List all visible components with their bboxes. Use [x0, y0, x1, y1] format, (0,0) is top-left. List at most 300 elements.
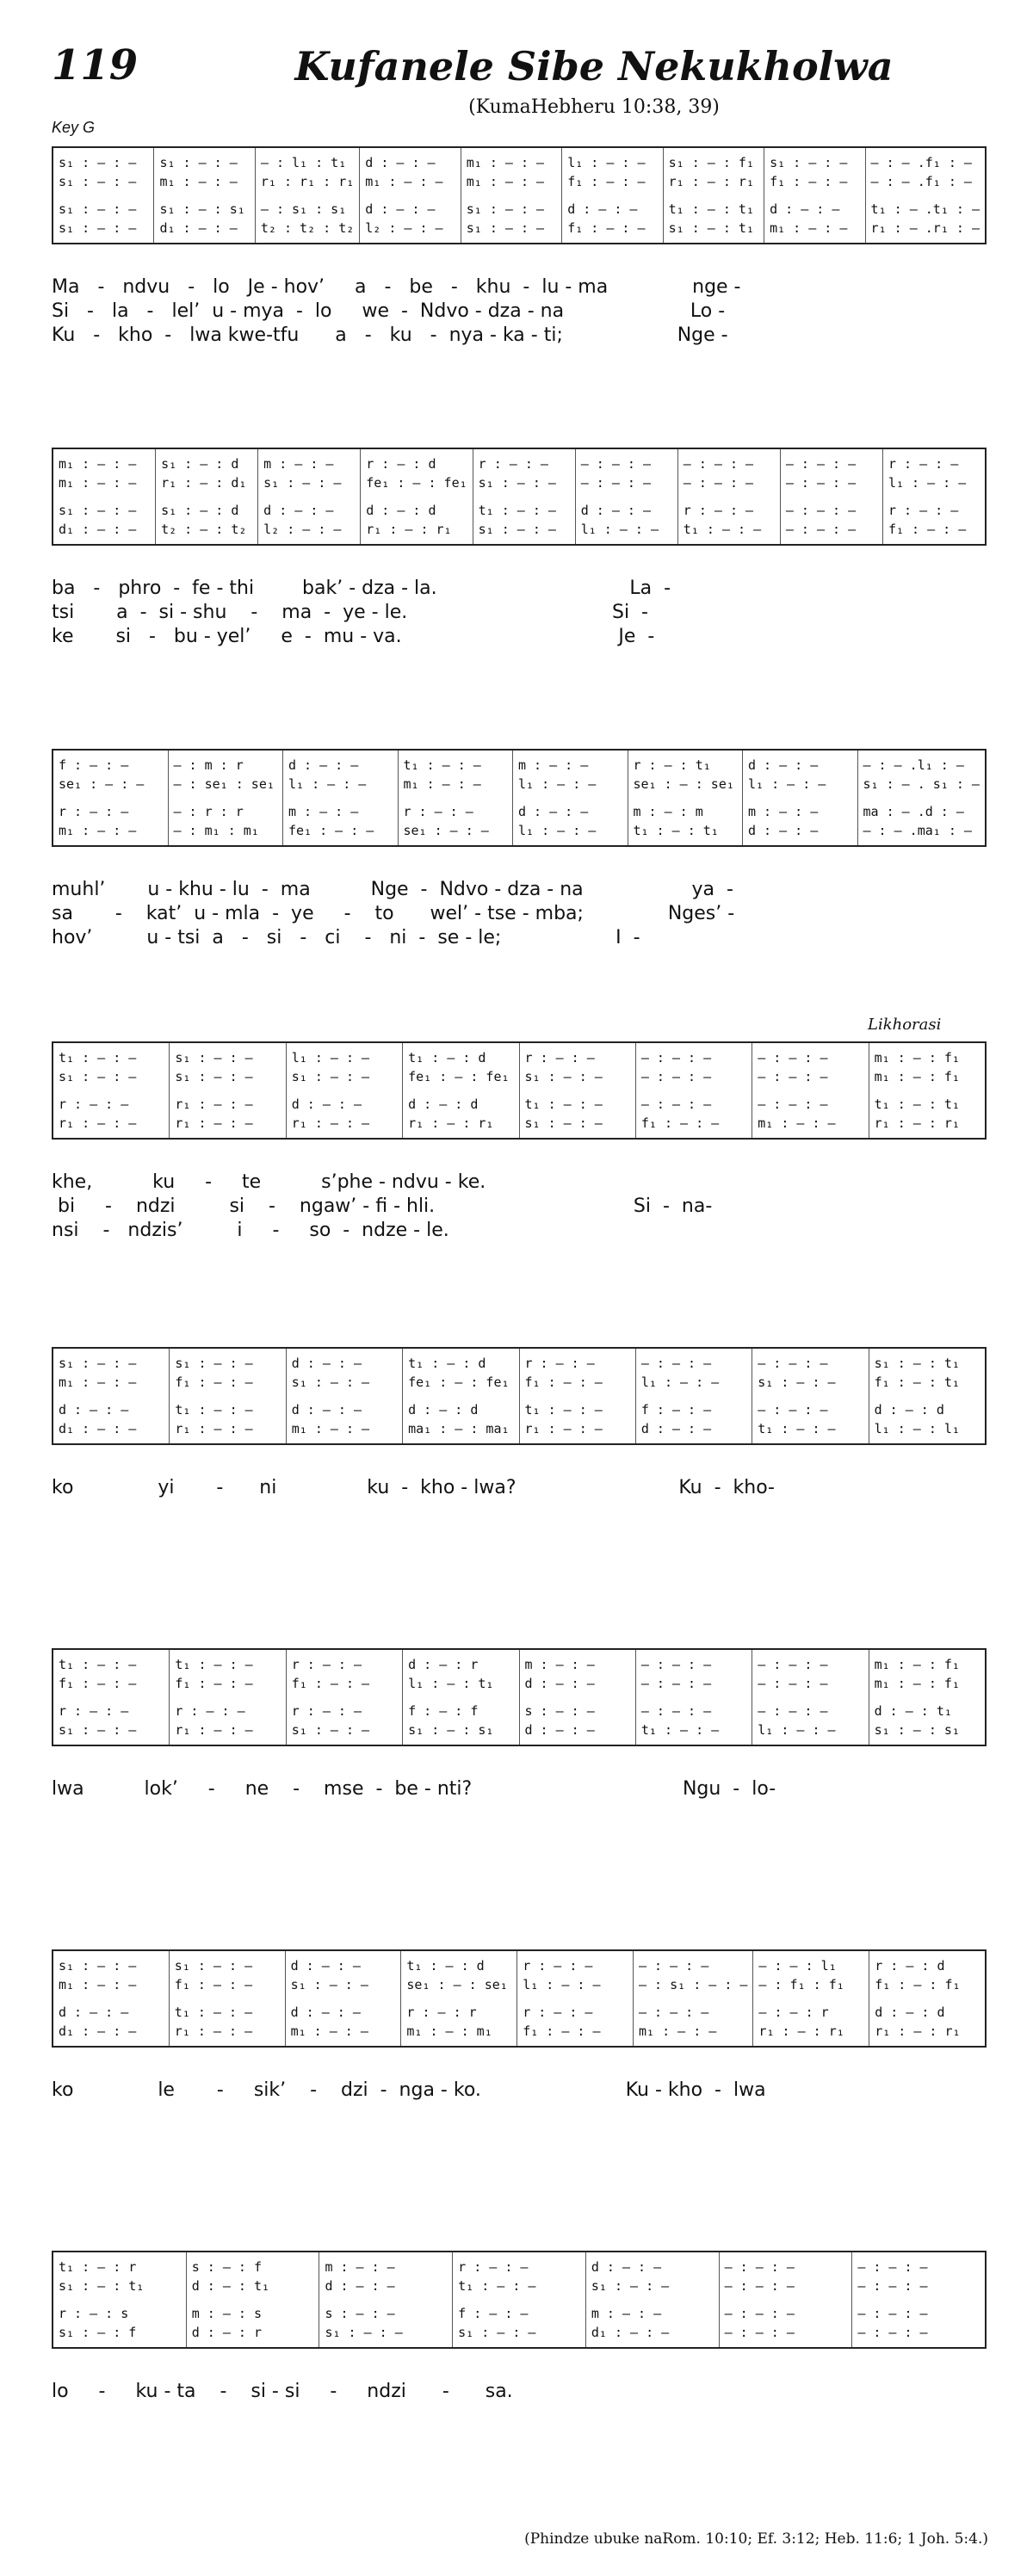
lyric-line: tsi a - si - shu - ma - ye - le. Si - — [52, 602, 648, 623]
voice-part: – : – : – — [640, 1703, 712, 1719]
music-system — [52, 448, 987, 546]
measure — [677, 449, 780, 544]
lyrics-block — [52, 878, 987, 950]
voice-part: f₁ : – : – — [524, 1374, 603, 1390]
voice-part: r₁ : – : – — [175, 1115, 253, 1131]
voice-part: f₁ : – : – — [640, 1115, 720, 1131]
voice-part: d : – : – — [567, 201, 638, 217]
voice-part: s₁ : – : – — [59, 503, 137, 518]
voice-part: f₁ : – : – — [523, 2023, 601, 2039]
voice-part: d : – : – — [591, 2259, 662, 2275]
measure — [53, 1650, 169, 1745]
music-system — [52, 1041, 987, 1140]
voice-part: s₁ : – : t₁ — [874, 1356, 960, 1371]
measure — [628, 751, 743, 845]
voice-part: – : – : – — [580, 475, 651, 491]
voice-part: m₁ : – : f₁ — [874, 1050, 960, 1066]
voice-part: – : – : – — [758, 1069, 828, 1084]
voice-part: s₁ : – : s₁ — [159, 201, 245, 217]
voice-part: s₁ : – : d — [161, 456, 239, 472]
voice-part: r : – : d — [875, 1958, 945, 1974]
voice-part: s₁ : – : – — [175, 1069, 253, 1084]
voice-part: r₁ : – : – — [175, 1421, 253, 1436]
voice-part: s₁ : – : d — [161, 503, 239, 518]
measure — [719, 2252, 852, 2347]
voice-part: se₁ : – : se₁ — [406, 1977, 508, 1992]
voice-part: d : – : – — [263, 503, 334, 518]
voice-part: m : – : – — [591, 2306, 662, 2321]
voice-part: s : – : – — [325, 2306, 395, 2321]
voice-part: s₁ : – : – — [591, 2278, 670, 2294]
voice-part: – : – : – — [640, 1096, 712, 1112]
voice-part: r₁ : – : – — [59, 1115, 137, 1131]
measure — [857, 751, 985, 845]
measure — [869, 1650, 985, 1745]
voice-part: s₁ : – : – — [174, 1958, 253, 1974]
voice-part: d : – : – — [288, 757, 359, 773]
voice-part: t₂ : t₂ : t₂ — [260, 220, 355, 236]
voice-part: s : – : – — [524, 1703, 595, 1719]
voice-part: d₁ : – : – — [59, 2023, 137, 2039]
voice-part: m₁ : – : – — [59, 456, 137, 472]
measure — [512, 751, 628, 845]
voice-part: s₁ : – : – — [524, 1115, 603, 1131]
voice-part: – : – : – — [640, 1356, 712, 1371]
voice-part: t₁ : – : d — [408, 1050, 486, 1066]
voice-part: l₁ : – : – — [518, 823, 597, 838]
voice-part: f₁ : – : – — [59, 1676, 137, 1691]
voice-part: se₁ : – : – — [59, 776, 145, 792]
voice-part: s₁ : – : – — [175, 1356, 253, 1371]
voice-part: – : – : – — [785, 456, 857, 472]
voice-part: m₁ : – : – — [466, 155, 545, 170]
lyric-line: Si - la - lel’ u - mya - lo we - Ndvo - dza - na Lo - — [52, 300, 726, 322]
measure — [255, 148, 359, 243]
voice-part: f₁ : – : – — [174, 1977, 253, 1992]
voice-part: t₁ : – : – — [524, 1402, 603, 1418]
measure — [53, 2252, 186, 2347]
voice-part: s₁ : – : – — [758, 1374, 836, 1390]
voice-part: – : – : – — [724, 2259, 795, 2275]
voice-part: se₁ : – : se₁ — [633, 776, 734, 792]
voice-part: – : – : – — [758, 1657, 828, 1672]
voice-part: l₁ : – : – — [640, 1374, 720, 1390]
voice-part: m₁ : – : – — [159, 174, 238, 189]
voice-part: s₁ : – : – — [263, 475, 342, 491]
voice-part: d : – : – — [640, 1421, 712, 1436]
voice-part: d : – : – — [291, 1402, 362, 1418]
voice-part: l₁ : – : – — [518, 776, 597, 792]
voice-part: fe₁ : – : fe₁ — [408, 1069, 510, 1084]
voice-part: l₁ : – : – — [888, 475, 967, 491]
measure — [519, 1043, 635, 1138]
measure — [519, 1349, 635, 1443]
voice-part: r₁ : – .r₁ : – — [870, 220, 980, 236]
measure — [461, 148, 561, 243]
measure — [752, 1043, 868, 1138]
voice-part: r₁ : r₁ : r₁ — [260, 174, 355, 189]
voice-part: t₁ : – : – — [174, 2005, 253, 2020]
voice-part: s₁ : – : t₁ — [59, 2278, 145, 2294]
voice-part: – : s₁ : s₁ — [260, 201, 347, 217]
voice-part: t₁ : – : – — [640, 1722, 720, 1738]
voice-part: r : – : – — [524, 1050, 595, 1066]
measure — [169, 1043, 285, 1138]
measure — [282, 751, 398, 845]
voice-part: – : – : – — [857, 2325, 928, 2340]
voice-part: r : – : s — [59, 2306, 129, 2321]
voice-part: m₁ : – : – — [59, 823, 137, 838]
measure — [473, 449, 575, 544]
measure — [663, 148, 764, 243]
lyric-line: lo - ku - ta - si - si - ndzi - sa. — [52, 2381, 513, 2402]
voice-part: l₁ : – : – — [580, 522, 659, 537]
voice-part: fe₁ : – : – — [288, 823, 374, 838]
voice-part: d : – : – — [524, 1676, 595, 1691]
voice-part: d : – : d — [408, 1096, 479, 1112]
voice-part: s₁ : – : – — [59, 1356, 137, 1371]
measure — [169, 1951, 285, 2046]
voice-part: s₁ : – : – — [291, 1374, 370, 1390]
voice-part: d : – : – — [59, 1402, 129, 1418]
voice-part: se₁ : – : – — [403, 823, 489, 838]
voice-part: d : – : – — [748, 757, 819, 773]
measure — [169, 1349, 285, 1443]
voice-part: r : – : – — [59, 1096, 129, 1112]
voice-part: s₁ : – : – — [291, 1069, 370, 1084]
voice-part: s₁ : – : f — [59, 2325, 137, 2340]
voice-part: – : – : – — [857, 2306, 928, 2321]
voice-part: d : – : – — [290, 2005, 361, 2020]
song-number: 119 — [52, 41, 139, 90]
voice-part: m₁ : – : – — [466, 174, 545, 189]
voice-part: – : – : – — [857, 2278, 928, 2294]
voice-part: – : – : – — [640, 1676, 712, 1691]
voice-part: l₁ : – : – — [758, 1722, 836, 1738]
voice-part: m₁ : – : – — [365, 174, 443, 189]
voice-part: r : – : – — [888, 503, 959, 518]
voice-part: m : – : m — [633, 804, 703, 819]
measure — [752, 1951, 869, 2046]
measure — [257, 449, 360, 544]
music-system — [52, 1347, 987, 1445]
voice-part: – : – : – — [724, 2278, 795, 2294]
music-system — [52, 2251, 987, 2349]
voice-part: – : – : – — [785, 503, 857, 518]
lyric-line: ko yi - ni ku - kho - lwa? Ku - kho- — [52, 1477, 775, 1498]
voice-part: t₁ : – : – — [478, 503, 556, 518]
voice-part: ma₁ : – : ma₁ — [408, 1421, 510, 1436]
measure — [882, 449, 985, 544]
voice-part: m₁ : – : – — [758, 1115, 836, 1131]
voice-part: m₁ : – : – — [290, 2023, 368, 2039]
voice-part: d : – : d — [875, 2005, 945, 2020]
lyric-line: ko le - sik’ - dzi - nga - ko. Ku - kho - lwa — [52, 2079, 766, 2101]
measure — [53, 1349, 169, 1443]
voice-part: f₁ : – : – — [567, 174, 646, 189]
voice-part: f₁ : – : – — [567, 220, 646, 236]
voice-part: – : – : – — [638, 2005, 709, 2020]
voice-part: – : r : r — [173, 804, 244, 819]
voice-part: m₁ : – : f₁ — [874, 1069, 960, 1084]
measure — [398, 751, 513, 845]
voice-part: r₁ : – : – — [175, 1096, 253, 1112]
voice-part: r : – : d — [366, 456, 436, 472]
voice-part: l₁ : – : – — [288, 776, 367, 792]
voice-part: – : – : l₁ — [758, 1958, 837, 1974]
voice-part: f : – : – — [458, 2306, 529, 2321]
voice-part: – : – : – — [758, 1050, 828, 1066]
voice-part: t₁ : – : d — [408, 1356, 486, 1371]
voice-part: r₁ : – : r₁ — [758, 2023, 844, 2039]
voice-part: t₁ : – : – — [458, 2278, 536, 2294]
voice-part: s₁ : – : – — [291, 1722, 370, 1738]
voice-part: – : – .l₁ : – — [863, 757, 964, 773]
lyric-line: nsi - ndzis’ i - so - ndze - le. — [52, 1220, 449, 1241]
voice-part: m₁ : – : f₁ — [874, 1676, 960, 1691]
voice-part: f : – : – — [640, 1402, 712, 1418]
measure — [286, 1043, 402, 1138]
measure — [359, 148, 460, 243]
voice-part: l₁ : – : t₁ — [408, 1676, 494, 1691]
voice-part: – : – : – — [724, 2306, 795, 2321]
measure — [752, 1650, 868, 1745]
voice-part: m₁ : – : – — [770, 220, 848, 236]
voice-part: d : – : – — [518, 804, 589, 819]
measure — [780, 449, 882, 544]
voice-part: – : – : – — [638, 1958, 709, 1974]
voice-part: – : – : – — [758, 1676, 828, 1691]
voice-part: r : – : – — [683, 503, 754, 518]
voice-part: – : – : – — [640, 1657, 712, 1672]
voice-part: l₁ : – : – — [291, 1050, 370, 1066]
voice-part: t₁ : – : – — [175, 1402, 253, 1418]
voice-part: – : – .f₁ : – — [870, 155, 972, 170]
voice-part: m₁ : – : m₁ — [406, 2023, 492, 2039]
voice-part: d : – : – — [748, 823, 819, 838]
music-system — [52, 1949, 987, 2048]
lyric-line: ba - phro - fe - thi bak’ - dza - la. La - — [52, 578, 671, 599]
measure — [452, 2252, 585, 2347]
voice-part: m : – : – — [288, 804, 359, 819]
lyrics-block — [52, 275, 987, 348]
measure — [635, 1043, 752, 1138]
voice-part: r₁ : – : – — [174, 2023, 253, 2039]
voice-part: – : – : – — [683, 475, 754, 491]
voice-part: f₁ : – : – — [888, 522, 967, 537]
measure — [286, 1349, 402, 1443]
voice-part: t₁ : – .t₁ : – — [870, 201, 980, 217]
voice-part: t₁ : – : – — [59, 1657, 137, 1672]
voice-part: s : – : f — [191, 2259, 262, 2275]
voice-part: d : – : – — [580, 503, 651, 518]
voice-part: d₁ : – : – — [591, 2325, 670, 2340]
measure — [865, 148, 985, 243]
music-system — [52, 1648, 987, 1746]
voice-part: s₁ : – : – — [59, 201, 137, 217]
voice-part: l₁ : – : – — [567, 155, 646, 170]
measure — [186, 2252, 319, 2347]
voice-part: s₁ : – : – — [478, 475, 556, 491]
measure — [53, 1043, 169, 1138]
voice-part: t₁ : – : r — [59, 2259, 137, 2275]
measure — [519, 1650, 635, 1745]
voice-part: r₁ : – : – — [291, 1115, 370, 1131]
voice-part: f₁ : – : – — [175, 1374, 253, 1390]
voice-part: s₁ : – : t₁ — [668, 220, 754, 236]
voice-part: r₁ : – : r₁ — [668, 174, 754, 189]
voice-part: m : – : – — [263, 456, 334, 472]
voice-part: r₁ : – : – — [175, 1722, 253, 1738]
measure — [851, 2252, 985, 2347]
voice-part: – : s₁ : – : – — [638, 1977, 748, 1992]
music-system — [52, 749, 987, 847]
voice-part: – : – : – — [758, 1703, 828, 1719]
voice-part: s₁ : – : – — [59, 220, 137, 236]
lyric-line: lwa lok’ - ne - mse - be - nti? Ngu - lo- — [52, 1778, 776, 1800]
voice-part: d : – : – — [59, 2005, 129, 2020]
voice-part: r : – : – — [523, 2005, 593, 2020]
voice-part: s₁ : – : – — [290, 1977, 368, 1992]
voice-part: r₁ : – : r₁ — [874, 1115, 960, 1131]
measure — [561, 148, 662, 243]
lyric-line: Ku - kho - lwa kwe-tfu a - ku - nya - ka - ti; Nge - — [52, 324, 728, 346]
voice-part: d : – : d — [874, 1402, 944, 1418]
voice-part: r : – : t₁ — [633, 757, 711, 773]
voice-part: m : – : – — [325, 2259, 395, 2275]
measure — [575, 449, 677, 544]
voice-part: s₁ : – : – — [159, 155, 238, 170]
voice-part: – : – : – — [683, 456, 754, 472]
lyric-line: hov’ u - tsi a - si - ci - ni - se - le; I - — [52, 927, 640, 948]
voice-part: l₁ : – : l₁ — [874, 1421, 960, 1436]
measure — [516, 1951, 633, 2046]
voice-part: s₁ : – . s₁ : – — [863, 776, 980, 792]
voice-part: fe₁ : – : fe₁ — [408, 1374, 510, 1390]
measure — [402, 1349, 518, 1443]
voice-part: s₁ : – : – — [59, 1958, 137, 1974]
voice-part: s₁ : – : s₁ — [874, 1722, 960, 1738]
voice-part: d : – : t₁ — [191, 2278, 270, 2294]
voice-part: f₁ : – : – — [175, 1676, 253, 1691]
voice-part: m₁ : – : – — [59, 1977, 137, 1992]
voice-part: – : m : r — [173, 757, 244, 773]
music-system — [52, 146, 987, 244]
lyrics-block — [52, 577, 987, 649]
voice-part: – : – : – — [640, 1069, 712, 1084]
voice-part: t₁ : – : – — [683, 522, 762, 537]
voice-part: – : – : – — [857, 2259, 928, 2275]
voice-part: r₁ : – : r₁ — [408, 1115, 494, 1131]
voice-part: s₁ : – : – — [59, 1069, 137, 1084]
voice-part: r : – : – — [59, 804, 129, 819]
measure — [869, 1349, 985, 1443]
voice-part: d : – : – — [325, 2278, 395, 2294]
voice-part: d₁ : – : – — [159, 220, 238, 236]
measure — [53, 449, 155, 544]
voice-part: m₁ : – : f₁ — [874, 1657, 960, 1672]
voice-part: – : l₁ : t₁ — [260, 155, 347, 170]
voice-part: s₁ : – : – — [325, 2325, 403, 2340]
lyric-line: bi - ndzi si - ngaw’ - fi - hli. Si - na- — [52, 1195, 713, 1217]
song-title: Kufanele Sibe Nekukholwa — [294, 43, 894, 90]
voice-part: – : – : – — [580, 456, 651, 472]
chorus-label: Likhorasi — [868, 1016, 942, 1034]
voice-part: d : – : – — [524, 1722, 595, 1738]
measure — [635, 1349, 752, 1443]
voice-part: f₁ : – : t₁ — [874, 1374, 960, 1390]
voice-part: r : – : r — [406, 2005, 477, 2020]
voice-part: r : – : – — [175, 1703, 245, 1719]
voice-part: r : – : – — [291, 1657, 362, 1672]
measure — [168, 751, 283, 845]
voice-part: d : – : – — [365, 201, 436, 217]
measure — [402, 1043, 518, 1138]
voice-part: s₁ : – : – — [458, 2325, 536, 2340]
lyrics-block — [52, 1476, 987, 1500]
voice-part: s₁ : – : f₁ — [668, 155, 754, 170]
voice-part: r : – : – — [523, 1958, 593, 1974]
voice-part: r₁ : – : – — [524, 1421, 603, 1436]
voice-part: d : – : d — [366, 503, 436, 518]
voice-part: l₂ : – : – — [263, 522, 342, 537]
voice-part: r₁ : – : d₁ — [161, 475, 247, 491]
voice-part: s₁ : – : – — [466, 220, 545, 236]
voice-part: f : – : – — [59, 757, 129, 773]
voice-part: s₁ : – : – — [175, 1050, 253, 1066]
voice-part: m : – : – — [748, 804, 819, 819]
voice-part: r : – : – — [478, 456, 548, 472]
voice-part: d₁ : – : – — [59, 1421, 137, 1436]
voice-part: m : – : s — [191, 2306, 262, 2321]
voice-part: m₁ : – : – — [59, 1374, 137, 1390]
voice-part: s₁ : – : – — [524, 1069, 603, 1084]
voice-part: d : – : – — [770, 201, 840, 217]
measure — [635, 1650, 752, 1745]
voice-part: m₁ : – : – — [291, 1421, 370, 1436]
voice-part: – : – : – — [640, 1050, 712, 1066]
lyric-line: khe, ku - te s’phe - ndvu - ke. — [52, 1171, 486, 1193]
measure — [764, 148, 864, 243]
voice-part: m₁ : – : – — [59, 475, 137, 491]
voice-part: s₁ : – : – — [59, 155, 137, 170]
voice-part: d : – : – — [290, 1958, 361, 1974]
lyrics-block — [52, 2380, 987, 2404]
voice-part: – : m₁ : m₁ — [173, 823, 259, 838]
measure — [360, 449, 472, 544]
voice-part: r₁ : – : r₁ — [366, 522, 452, 537]
measure — [319, 2252, 452, 2347]
lyric-line: ke si - bu - yel’ e - mu - va. Je - — [52, 626, 655, 647]
voice-part: – : – .ma₁ : – — [863, 823, 972, 838]
voice-part: s₁ : – : s₁ — [408, 1722, 494, 1738]
lyrics-block — [52, 1777, 987, 1801]
measure — [585, 2252, 719, 2347]
voice-part: s₁ : – : – — [466, 201, 545, 217]
lyric-line: Ma - ndvu - lo Je - hov’ a - be - khu - lu - ma nge - — [52, 276, 741, 298]
voice-part: r : – : – — [458, 2259, 529, 2275]
voice-part: d : – : d — [408, 1402, 479, 1418]
voice-part: m₁ : – : – — [638, 2023, 717, 2039]
lyrics-block — [52, 2079, 987, 2103]
voice-part: s₁ : – : – — [770, 155, 848, 170]
voice-part: f₁ : – : f₁ — [875, 1977, 961, 1992]
voice-part: – : – : – — [785, 522, 857, 537]
measure — [869, 1951, 985, 2046]
measure — [53, 148, 153, 243]
voice-part: m : – : – — [524, 1657, 595, 1672]
measure — [169, 1650, 285, 1745]
